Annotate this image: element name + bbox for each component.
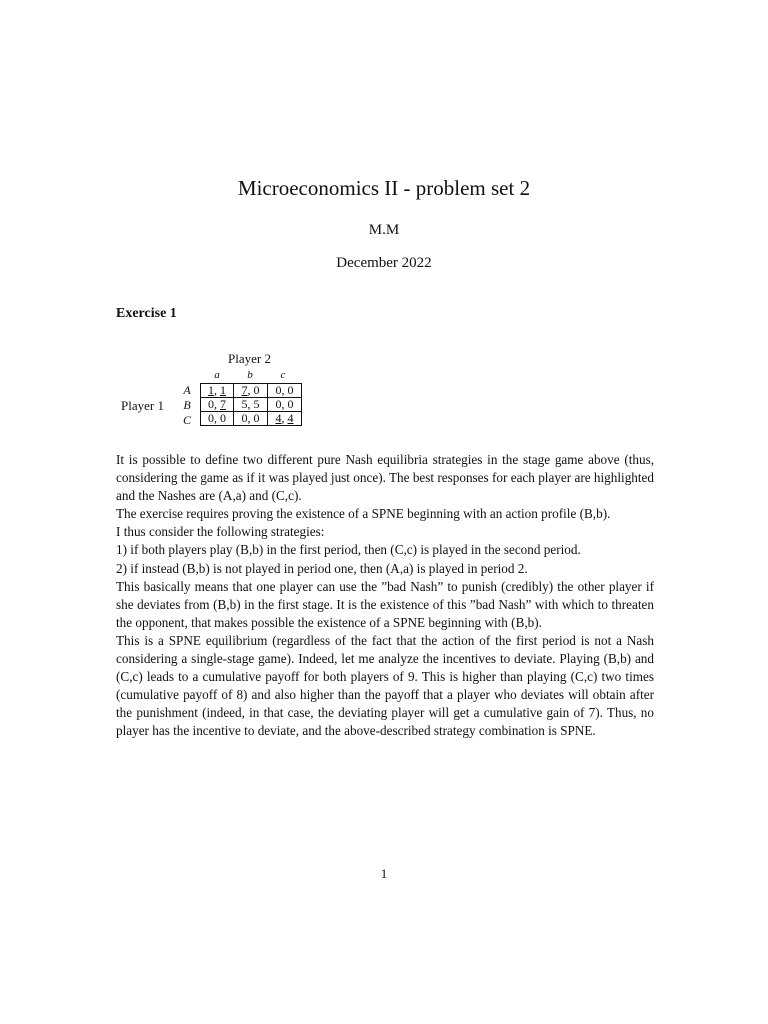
paragraph: 1) if both players play (B,b) in the first period, then (C,c) is played in the second period. <box>116 542 581 558</box>
payoff-cell: 5, 5 <box>234 398 268 412</box>
body-text <box>116 451 654 741</box>
payoff-row <box>201 384 302 398</box>
payoff-row <box>201 398 302 412</box>
paragraph: 2) if instead (B,b) is not played in period one, then (A,a) is played in period 2. <box>116 560 528 576</box>
document-author: M.M <box>368 222 400 238</box>
column-header: b <box>247 369 253 381</box>
payoff-cell: 0, 0 <box>234 412 268 426</box>
payoff-cell: 7, 0 <box>234 384 268 398</box>
payoff-table <box>200 383 302 426</box>
row-header: B <box>183 398 191 412</box>
payoff-cell: 1, 1 <box>201 384 234 398</box>
column-header: c <box>280 369 286 381</box>
page-number: 1 <box>380 866 388 881</box>
column-header: a <box>214 369 220 381</box>
player2-label: Player 2 <box>228 351 271 366</box>
payoff-cell: 0, 7 <box>201 398 234 412</box>
payoff-cell: 0, 0 <box>268 384 302 398</box>
paragraph: This is a SPNE equilibrium (regardless of the fact that the action of the first period is not a Nash considering a single-stage game). Indeed, let me analyze the incentives to deviate. Playing (B,b) and (C,c) leads to a cumulative payoff for both players of 9. This is higher than playing (C,c) two times (cumulative payoff of 8) and also higher than the payoff that a player who deviates will obtain after the punishment (indeed, in that case, the deviating player will get a cumulative gain of 7). Thus, no player has the incentive to deviate, and the above-described strategy combination is SPNE. <box>116 632 654 739</box>
document-title: Microeconomics II - problem set 2 <box>237 176 531 200</box>
paragraph: It is possible to define two different pure Nash equilibria strategies in the stage game above (thus, considering the game as if it was played just once). The best responses for each player are highlighted and the Nashes are (A,a) and (C,c). <box>116 452 654 504</box>
paragraph: The exercise requires proving the existence of a SPNE beginning with an action profile (B,b). <box>116 506 611 522</box>
document-date: December 2022 <box>336 255 432 271</box>
player1-label: Player 1 <box>121 398 164 413</box>
payoff-cell: 4, 4 <box>268 412 302 426</box>
section-heading: Exercise 1 <box>116 306 177 321</box>
payoff-cell: 0, 0 <box>268 398 302 412</box>
paragraph: I thus consider the following strategies: <box>116 524 325 540</box>
row-header: A <box>183 383 191 397</box>
payoff-cell: 0, 0 <box>201 412 234 426</box>
payoff-row <box>201 412 302 426</box>
paragraph: This basically means that one player can use the ”bad Nash” to punish (credibly) the other player if she deviates from (B,b) in the first stage. It is the existence of this ”bad Nash” with which to threaten the opponent, that makes possible the existence of a SPNE beginning with (B,b). <box>116 578 654 630</box>
row-header: C <box>182 413 191 427</box>
